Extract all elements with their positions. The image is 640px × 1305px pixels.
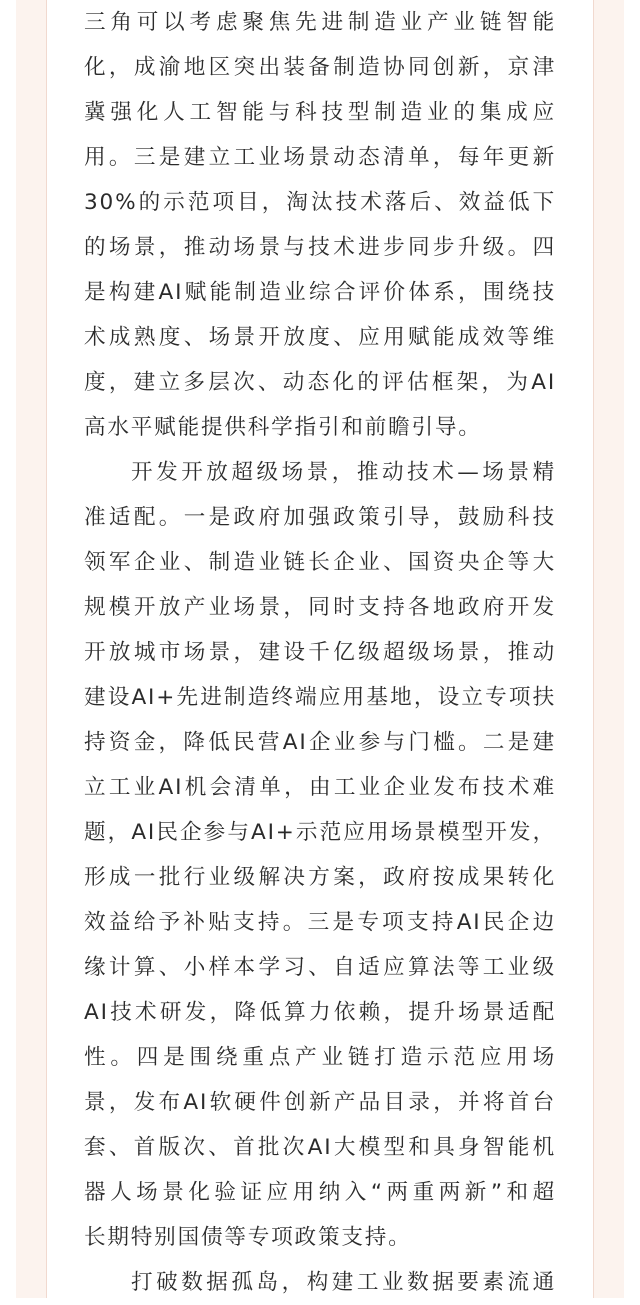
text-line: 度，建立多层次、动态化的评估框架，为AI: [84, 370, 556, 395]
text-line: 器人场景化验证应用纳入“两重两新”和超: [84, 1180, 556, 1205]
text-line: 领军企业、制造业链长企业、国资央企等大: [84, 550, 556, 575]
text-line: 长期特别国债等专项政策支持。: [84, 1225, 412, 1250]
text-line: 冀强化人工智能与科技型制造业的集成应: [84, 100, 556, 125]
paragraph-evaluation: [84, 0, 556, 450]
text-line: 化，成渝地区突出装备制造协同创新，京津: [84, 55, 556, 80]
text-line: 缘计算、小样本学习、自适应算法等工业级: [84, 955, 556, 980]
text-line: 准适配。一是政府加强政策引导，鼓励科技: [84, 505, 556, 530]
text-line: 效益给予补贴支持。三是专项支持AI民企边: [84, 910, 556, 935]
text-line: 术成熟度、场景开放度、应用赋能成效等维: [84, 325, 556, 350]
paragraph-super-scenarios: [84, 450, 556, 1260]
text-line: 的场景，推动场景与技术进步同步升级。四: [84, 235, 556, 260]
text-line: 30%的示范项目，淘汰技术落后、效益低下: [84, 190, 556, 215]
text-line: 开发开放超级场景，推动技术—场景精: [131, 460, 556, 485]
text-line: AI技术研发，降低算力依赖，提升场景适配: [84, 1000, 556, 1025]
text-line: 持资金，降低民营AI企业参与门槛。二是建: [84, 730, 556, 755]
text-line: 立工业AI机会清单，由工业企业发布技术难: [84, 775, 556, 800]
text-line: 用。三是建立工业场景动态清单，每年更新: [84, 145, 556, 170]
text-line: 高水平赋能提供科学指引和前瞻引导。: [84, 415, 482, 440]
text-line: 是构建AI赋能制造业综合评价体系，围绕技: [84, 280, 556, 305]
text-line: 形成一批行业级解决方案，政府按成果转化: [84, 865, 556, 890]
text-line: 题，AI民企参与AI+示范应用场景模型开发，: [84, 820, 556, 845]
text-line: 开放城市场景，建设千亿级超级场景，推动: [84, 640, 556, 665]
paragraph-data-silos: [84, 1260, 556, 1305]
text-line: 景，发布AI软硬件创新产品目录，并将首台: [84, 1090, 556, 1115]
article-body: [84, 0, 556, 1305]
text-line: 套、首版次、首批次AI大模型和具身智能机: [84, 1135, 556, 1160]
text-line: 性。四是围绕重点产业链打造示范应用场: [84, 1045, 556, 1070]
text-line: 三角可以考虑聚焦先进制造业产业链智能: [84, 10, 556, 35]
text-line: 规模开放产业场景，同时支持各地政府开发: [84, 595, 556, 620]
text-line: 打破数据孤岛，构建工业数据要素流通: [131, 1270, 556, 1295]
text-line: 建设AI+先进制造终端应用基地，设立专项扶: [84, 685, 556, 710]
